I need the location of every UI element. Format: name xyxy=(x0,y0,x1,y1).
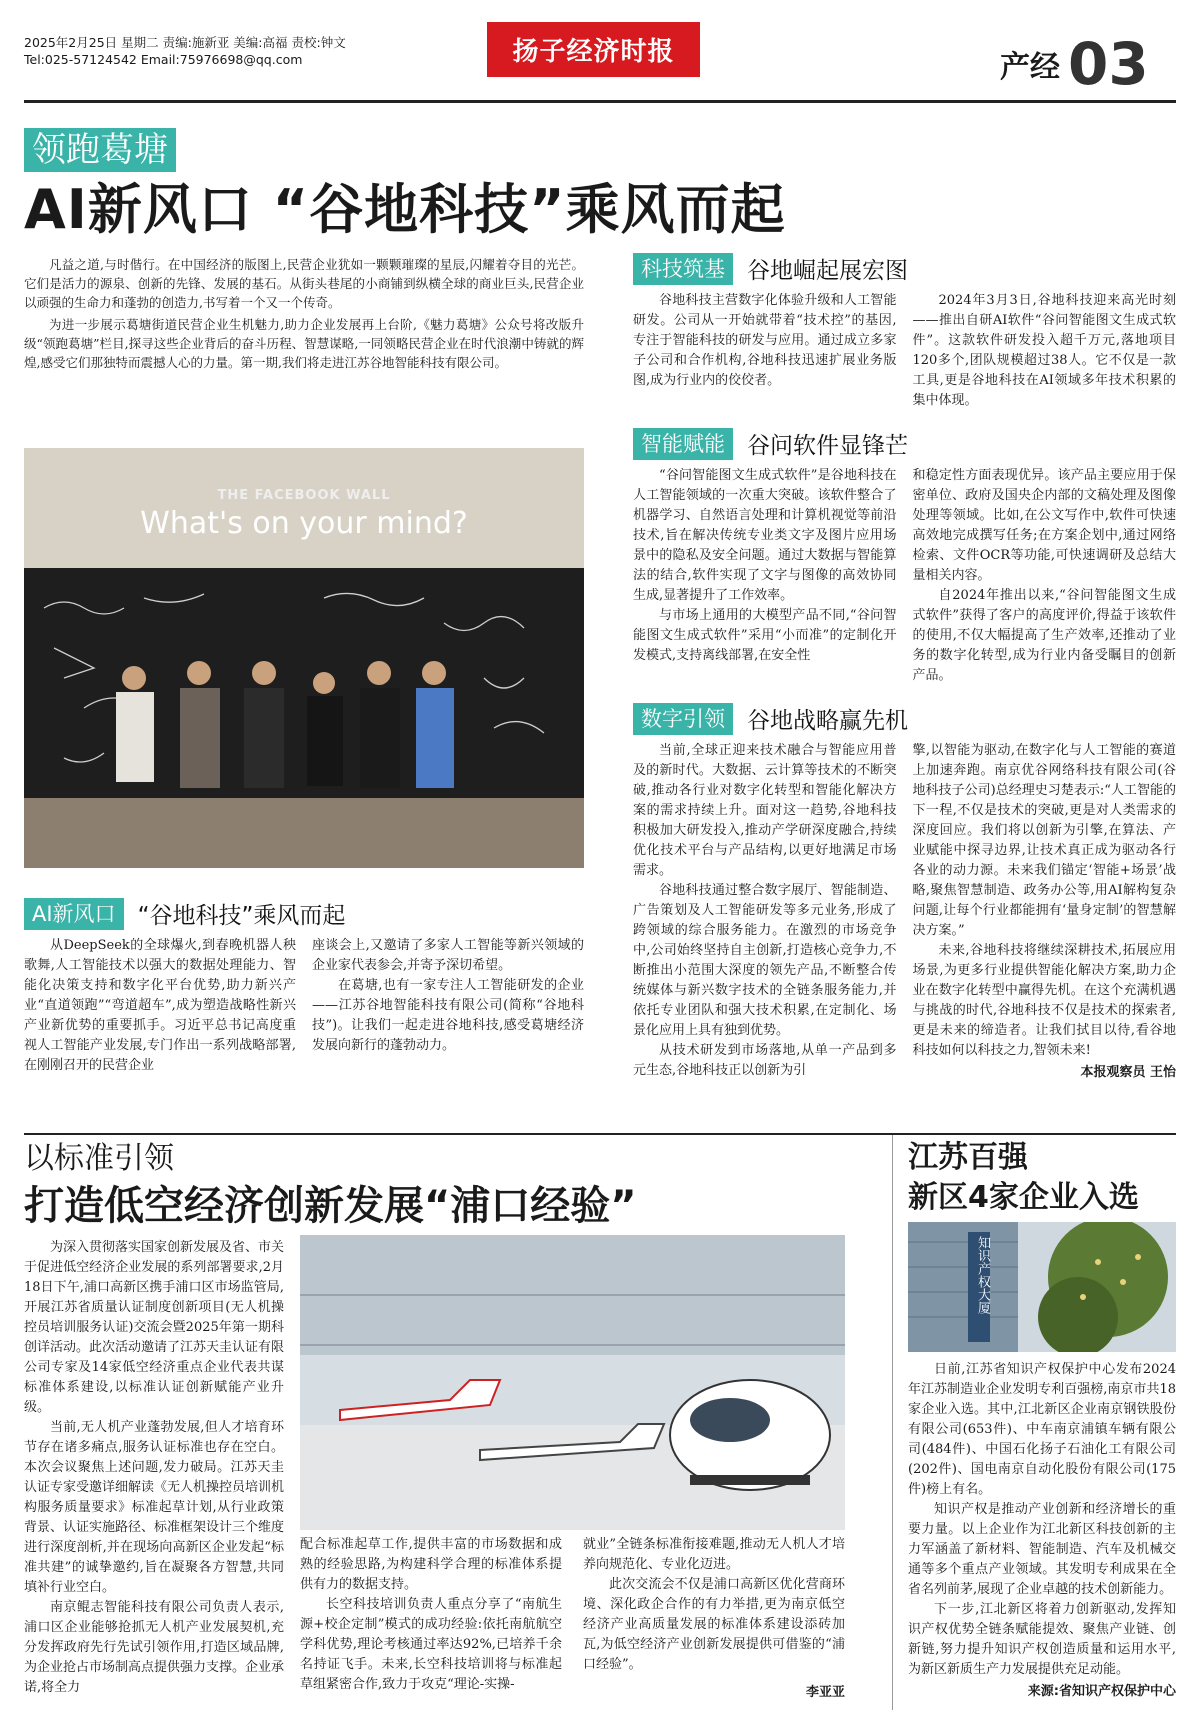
s3c-para: 知识产权是推动产业创新和经济增长的重要力量。以上企业作为江北新区科技创新的主力军涵盖了新材料、智能制造、汽车及机械交通等多个重点产业领域。其发明专利成果在全省名列前茅,展现了企业卓越的技术创新能力。 xyxy=(908,1502,1176,1597)
story2-byline: 李亚亚 xyxy=(805,1685,845,1700)
story3-source: 来源:省知识产权保护中心 xyxy=(1027,1684,1176,1699)
s2b-para: 就业”全链条标准衔接难题,推动无人机人才培养向规范化、专业化迈进。 xyxy=(583,1537,845,1572)
photo-caption-big: What's on your mind? xyxy=(140,506,468,541)
intro-para: 为进一步展示葛塘街道民营企业生机魅力,助力企业发展再上台阶,《魅力葛塘》公众号将改版升级“领跑葛塘”栏目,探寻这些企业背后的奋斗历程、智慧谋略,一同领略民营企业在时代浪潮中铸就的辉煌,感受它们那独特而震撼人心的力量。第一期,我们将走进江苏谷地智能科技有限公司。 xyxy=(24,317,584,370)
s2-col1a: “谷问智能图文生成式软件”是谷地科技在人工智能领域的一次重大突破。该软件整合了机器学习、自然语言处理和计算机视觉等前沿技术,旨在解决传统专业类文字及图片应用场景中的隐私及安全问题。通过大数据与智能算法的结合,软件实现了文字与图像的高效协同生成,显著提升了工作效率。 xyxy=(633,468,897,603)
header-rule xyxy=(24,100,1176,103)
s3-title: 谷地战略赢先机 xyxy=(747,708,908,734)
s2b-para: 当前,无人机产业蓬勃发展,但人才培育环节存在诸多痛点,服务认证标准也存在空白。本次会议聚焦上述问题,发力破局。江苏天圭认证专家受邀详细解读《无人机操控员培训机构服务质量要求》标准起草计划,从行业政策背景、认证实施路径、标准框架设计三个维度进行深度剖析,并在现场向高新区企业发起“标准共建”的诚挚邀约,旨在凝聚各方智慧,共同填补行业空白。 xyxy=(24,1420,285,1595)
s2b-para: 为深入贯彻落实国家创新发展及省、市关于促进低空经济企业发展的系列部署要求,2月18日下午,浦口高新区携手浦口区市场监管局,开展江苏省质量认证制度创新项目(无人机操控员培训服务认证)交流会暨2025年第一期科创详活动。此次活动邀请了江苏天圭认证有限公司专家及14家低空经济重点企业代表共谋标准体系建设,以标准认证创新赋能产业升级。 xyxy=(24,1240,285,1415)
s3-col1b: 谷地科技通过整合数字展厅、智能制造、广告策划及人工智能研发等多元业务,形成了跨领域的综合服务能力。在激烈的市场竞争中,公司始终坚持自主创新,打造核心竞争力,不断推出小范围大深度的领先产品,不断整合传统媒体与新兴数字技术的全链条服务能力,并依托专业团队和强大技术积累,在定制化、场景化应用上具有独到优势。 xyxy=(633,883,897,1038)
s1-col1: 谷地科技主营数字化体验升级和人工智能研发。公司从一开始就带着“技术控”的基因,专注于智能科技的研发与应用。通过成立多家子公司和合作机构,谷地科技迅速扩展业务版图,成为行业内的佼佼者。 xyxy=(633,293,897,388)
vertical-divider xyxy=(892,1135,893,1710)
s3-col2a: 擎,以智能为驱动,在数字化与人工智能的赛道上加速奔跑。南京优谷网络科技有限公司(谷地科技子公司)总经理史习楚表示:“人工智能的下一程,不仅是技术的突破,更是对人类需求的深度回应。我们将以创新为引擎,在算法、产业赋能中探寻边界,让技术真正成为驱动各行各业的动力源。未来我们锚定‘智能+场景’战略,聚焦智慧制造、政务办公等,用AI解构复杂问题,让每个行业都能拥有‘量身定制’的智慧解决方案。” xyxy=(912,743,1176,938)
sub-title: “谷地科技”乘风而起 xyxy=(137,903,346,929)
story2-kicker: 以标准引领 xyxy=(24,1141,174,1176)
sub-tag: AI新风口 xyxy=(24,898,124,930)
header-contact: Tel:025-57124542 Email:75976698@qq.com xyxy=(24,52,303,67)
story1-intro xyxy=(24,255,584,372)
s3c-para: 日前,江苏省知识产权保护中心发布2024年江苏制造业企业发明专利百强榜,南京市共18家企业入选。其中,江北新区企业南京钢铁股份有限公司(653件)、中车南京浦镇车辆有限公司(484件)、中国石化扬子石油化工有限公司(202件)、国电南京自动化股份有限公司(175件)榜上有名。 xyxy=(908,1362,1176,1497)
story2-col1 xyxy=(24,1238,284,1698)
s2b-para: 配合标准起草工作,提供丰富的市场数据和成熟的经验思路,为构建科学合理的标准体系提供有力的数据支持。 xyxy=(300,1537,562,1592)
ip-building-photo xyxy=(908,1222,1176,1352)
section-zhineng xyxy=(633,427,1176,460)
section-name: 产经 xyxy=(1000,50,1060,85)
s3-tag: 数字引领 xyxy=(633,703,733,735)
sub-col2b: 在葛塘,也有一家专注人工智能研发的企业——江苏谷地智能科技有限公司(简称“谷地科技”)。让我们一起走进谷地科技,感受葛塘经济发展向新行的蓬勃动力。 xyxy=(312,978,584,1053)
s2-tag: 智能赋能 xyxy=(633,428,733,460)
story1-headline: AI新风口 “谷地科技”乘风而起 xyxy=(24,178,786,241)
masthead-logo xyxy=(487,22,700,77)
drone-illustration xyxy=(300,1235,845,1530)
drone-photo xyxy=(300,1235,845,1530)
story2-col2 xyxy=(300,1535,562,1695)
facebook-wall-photo xyxy=(24,448,584,868)
story1-right-column xyxy=(633,252,1176,1081)
s3-body xyxy=(633,741,1176,1081)
story1-kicker: 领跑葛塘 xyxy=(24,128,176,172)
s2-body xyxy=(633,466,1176,686)
story2-col3 xyxy=(583,1535,845,1700)
s2-col2b: 自2024年推出以来,“谷问智能图文生成式软件”获得了客户的高度评价,得益于该软件的使用,不仅大幅提高了生产效率,还推动了业务的数字化转型,成为行业内备受瞩目的创新产品。 xyxy=(912,588,1176,683)
s1-title: 谷地崛起展宏图 xyxy=(747,258,908,284)
sub-col2a: 座谈会上,又邀请了多家人工智能等新兴领域的企业家代表参会,并寄予深切希望。 xyxy=(312,938,584,973)
s3-col2b: 未来,谷地科技将继续深耕技术,拓展应用场景,为更多行业提供智能化解决方案,助力企业在数字化转型中赢得先机。在这个充满机遇与挑战的时代,谷地科技不仅是技术的探索者,更是未来的缔造者。让我们拭目以待,看谷地科技如何以科技之力,智领未来! xyxy=(912,943,1176,1058)
building-illustration xyxy=(908,1222,1176,1352)
story1-byline: 本报观察员 王怡 xyxy=(1080,1065,1176,1080)
s3c-para: 下一步,江北新区将着力创新驱动,发挥知识产权优势全链条赋能提效、聚焦产业链、创新链,努力提升知识产权创造质量和运用水平,为新区新质生产力发展提供充足动能。 xyxy=(908,1602,1176,1677)
s2b-para: 此次交流会不仅是浦口高新区优化营商环境、深化政企合作的有力举措,更为南京低空经济产业高质量发展的标准体系建设添砖加瓦,为低空经济产业创新发展提供可借鉴的“浦口经验”。 xyxy=(583,1577,845,1672)
section-shuzi xyxy=(633,702,1176,735)
story3-headline xyxy=(908,1138,1139,1218)
s2-col2a: 和稳定性方面表现优异。该产品主要应用于保密单位、政府及国央企内部的文稿处理及图像处理等领域。比如,在公文写作中,软件可快速高效地完成撰写任务;在方案企划中,通过网络检索、文件OCR等功能,可快速调研及总结大量相关内容。 xyxy=(912,468,1176,583)
page-number: 03 xyxy=(1068,30,1149,98)
story1-sub-heading xyxy=(24,897,345,930)
story1-sub-body xyxy=(24,936,584,1076)
building-sign: 知识产权大厦 xyxy=(975,1236,990,1314)
s3-col1c: 从技术研发到市场落地,从单一产品到多元生态,谷地科技正以创新为引 xyxy=(633,1043,897,1078)
story3-headline-line2: 新区4家企业入选 xyxy=(908,1180,1139,1215)
s1-body xyxy=(633,291,1176,411)
story3-headline-line1: 江苏百强 xyxy=(908,1140,1028,1175)
sub-col1: 从DeepSeek的全球爆火,到春晚机器人秧歌舞,人工智能技术以强大的数据处理能力、智能化决策支持和数字化平台优势,助力新兴产业“直道领跑”“弯道超车”,成为塑造战略性新兴产业新优势的重要抓手。习近平总书记高度重视人工智能产业发展,专门作出一系列战略部署,在刚刚召开的民营企业 xyxy=(24,938,296,1073)
section-label xyxy=(1000,30,1149,98)
photo-caption-small: THE FACEBOOK WALL xyxy=(217,488,391,503)
s1-col2: 2024年3月3日,谷地科技迎来高光时刻——推出自研AI软件“谷问智能图文生成式软件”。这款软件研发投入超千万元,落地项目120多个,团队规模超过38人。它不仅是一款工具,更是谷地科技在AI领域多年技术积累的集中体现。 xyxy=(912,293,1176,408)
s2-col1b: 与市场上通用的大模型产品不同,“谷问智能图文生成式软件”采用“小而准”的定制化开发模式,支持离线部署,在安全性 xyxy=(633,608,897,663)
s2b-para: 长空科技培训负责人重点分享了“南航生源+校企定制”模式的成功经验:依托南航航空学科优势,理论考核通过率达92%,已培养千余名持证飞手。未来,长空科技培训将与标准起草组紧密合作,致力于攻克“理论-实操- xyxy=(300,1597,562,1692)
s2b-para: 南京鲲志智能科技有限公司负责人表示,浦口区企业能够抢抓无人机产业发展契机,充分发挥政府先行先试引领作用,打造区域品牌,为企业抢占市场制高点提供强力支撑。企业承诺,将全力 xyxy=(24,1600,285,1695)
header-info xyxy=(24,34,484,68)
masthead-title: 扬子经济时报 xyxy=(512,37,675,67)
story2-headline: 打造低空经济创新发展“浦口经验” xyxy=(24,1183,637,1229)
s1-tag: 科技筑基 xyxy=(633,253,733,285)
mid-rule xyxy=(24,1133,1176,1135)
intro-para: 凡益之道,与时偕行。在中国经济的版图上,民营企业犹如一颗颗璀璨的星辰,闪耀着夺目的光芒。它们是活力的源泉、创新的先锋、发展的基石。从街头巷尾的小商铺到纵横全球的商业巨头,民营企业以顽强的生命力和蓬勃的创造力,书写着一个又一个传奇。 xyxy=(24,257,584,310)
header-date-line: 2025年2月25日 星期二 责编:施新亚 美编:高福 责校:钟文 xyxy=(24,35,346,50)
s2-title: 谷问软件显锋芒 xyxy=(747,433,908,459)
story3-body xyxy=(908,1360,1176,1699)
section-keji xyxy=(633,252,1176,285)
s3-col1a: 当前,全球正迎来技术融合与智能应用普及的新时代。大数据、云计算等技术的不断突破,推动各行业对数字化转型和智能化解决方案的需求持续上升。面对这一趋势,谷地科技积极加大研发投入,推动产学研深度融合,持续优化技术平台与产品结构,以更好地满足市场需求。 xyxy=(633,743,897,878)
